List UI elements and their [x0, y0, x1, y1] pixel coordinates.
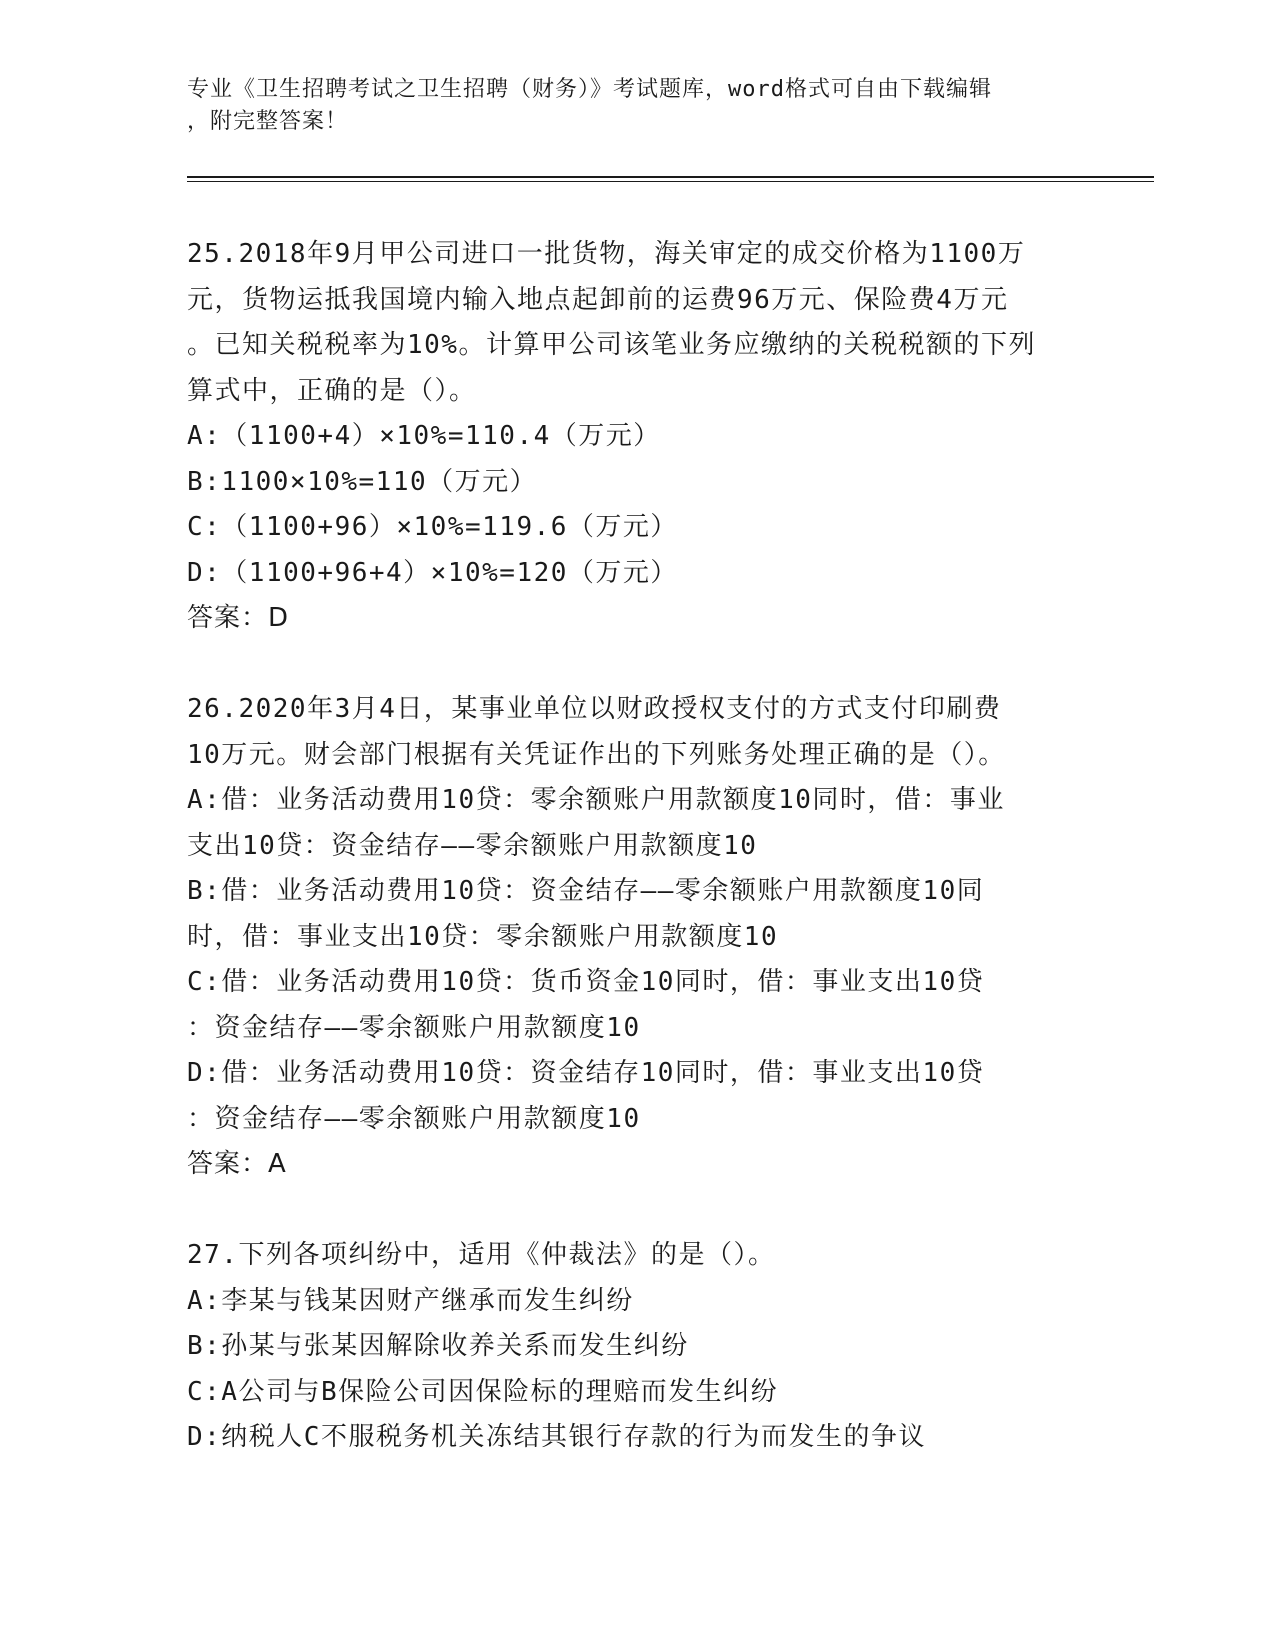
- header-divider-thin: [187, 181, 1154, 182]
- option-b: B:借：业务活动费用10贷：资金结存——零余额账户用款额度10同: [187, 876, 985, 906]
- question-stem-line: 。已知关税税率为10%。计算甲公司该笔业务应缴纳的关税税额的下列: [187, 330, 1036, 360]
- question-list: [187, 232, 1087, 1461]
- question-25: [187, 232, 1087, 642]
- question-spacer: [187, 642, 1087, 688]
- option-b: B:1100×10%=110（万元）: [187, 466, 538, 497]
- option-a: A:李某与钱某因财产继承而发生纠纷: [187, 1285, 634, 1316]
- header-line: ，附完整答案！: [187, 109, 349, 134]
- option-a-continued: 支出10贷：资金结存——零余额账户用款额度10: [187, 830, 758, 861]
- option-b: B:孙某与张某因解除收养关系而发生纠纷: [187, 1331, 689, 1361]
- question-26: [187, 687, 1087, 1188]
- question-spacer: [187, 1188, 1087, 1234]
- option-d: D:（1100+96+4）×10%=120（万元）: [187, 557, 678, 588]
- header-divider-thick: [187, 176, 1154, 178]
- question-27: [187, 1233, 1087, 1461]
- option-c: C:（1100+96）×10%=119.6（万元）: [187, 512, 678, 542]
- option-b-continued: 时，借：事业支出10贷：零余额账户用款额度10: [187, 921, 779, 952]
- document-header: [187, 74, 1087, 138]
- option-d: D:纳税人C不服税务机关冻结其银行存款的行为而发生的争议: [187, 1422, 926, 1452]
- option-a: A:（1100+4）×10%=110.4（万元）: [187, 421, 661, 451]
- question-stem-line: 27.下列各项纠纷中，适用《仲裁法》的是（）。: [187, 1240, 776, 1270]
- option-d-continued: ：资金结存——零余额账户用款额度10: [187, 1103, 641, 1134]
- question-stem-line: 10万元。财会部门根据有关凭证作出的下列账务处理正确的是（）。: [187, 739, 1006, 770]
- question-stem-line: 26.2020年3月4日，某事业单位以财政授权支付的方式支付印刷费: [187, 694, 1002, 724]
- answer-label: 答案：A: [187, 1149, 287, 1179]
- option-c: C:A公司与B保险公司因保险标的理赔而发生纠纷: [187, 1376, 779, 1407]
- header-line: 专业《卫生招聘考试之卫生招聘（财务）》考试题库，word格式可自由下载编辑: [187, 77, 992, 102]
- question-stem-line: 25.2018年9月甲公司进口一批货物，海关审定的成交价格为1100万: [187, 239, 1026, 269]
- question-stem-line: 算式中，正确的是（）。: [187, 375, 477, 406]
- option-d: D:借：业务活动费用10贷：资金结存10同时，借：事业支出10贷: [187, 1058, 985, 1088]
- option-a: A:借：业务活动费用10贷：零余额账户用款额度10同时，借：事业: [187, 785, 1005, 815]
- option-c-continued: ：资金结存——零余额账户用款额度10: [187, 1012, 641, 1043]
- answer-label: 答案：D: [187, 603, 290, 633]
- question-stem-line: 元，货物运抵我国境内输入地点起卸前的运费96万元、保险费4万元: [187, 284, 1009, 315]
- option-c: C:借：业务活动费用10贷：货币资金10同时，借：事业支出10贷: [187, 967, 985, 997]
